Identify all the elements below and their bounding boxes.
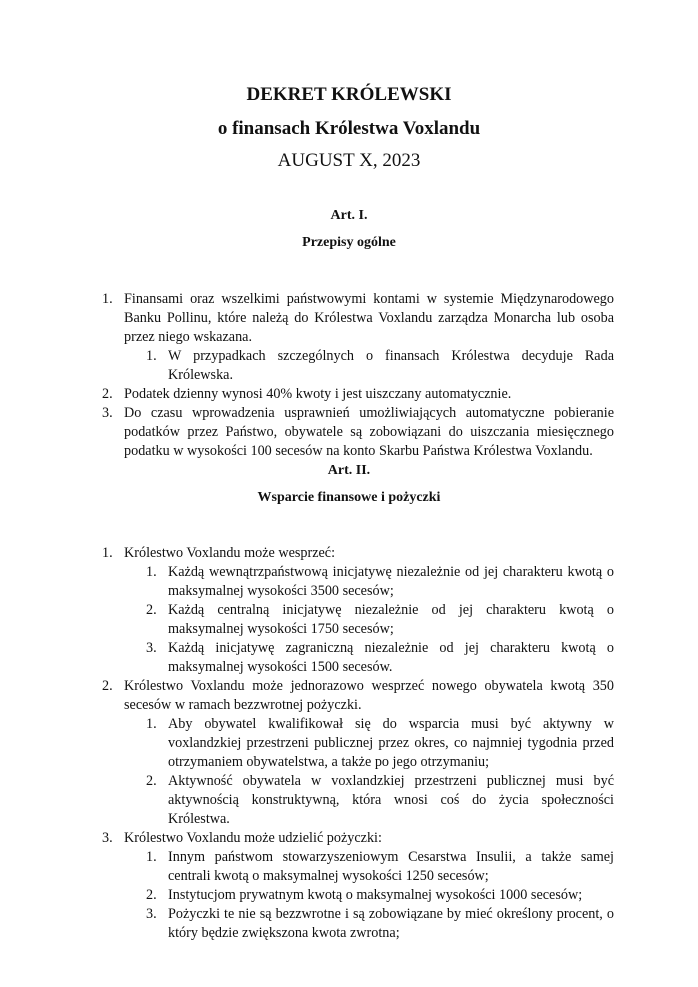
item-number: 1. <box>146 564 157 580</box>
item-text: Królestwo Voxlandu może udzielić pożyczki: <box>124 830 382 846</box>
sub-list-item <box>146 905 614 943</box>
item-number: 3. <box>102 405 113 421</box>
list-item <box>102 404 614 461</box>
sub-list-item <box>146 347 614 385</box>
article-2-heading: Wsparcie finansowe i pożyczki <box>257 490 441 505</box>
item-text: Finansami oraz wszelkimi państwowymi kontami w systemie Międzynarodowego Banku Pollinu, które należą do Królestwa Voxlandu zarządza Monarcha lub osoba przez niego wskazana. <box>124 291 614 345</box>
item-text: Pożyczki te nie są bezzwrotne i są zobowiązane by mieć określony procent, o który będzie zwiększona kwota zwrotna; <box>168 906 614 941</box>
sub-list-item <box>146 639 614 677</box>
decree-title: DEKRET KRÓLEWSKI <box>246 84 452 105</box>
item-number: 3. <box>146 640 157 656</box>
item-text: Aby obywatel kwalifikował się do wsparcia musi być aktywny w voxlandzkiej przestrzeni publicznej przez okres, co najmniej tygodnia przed otrzymaniem obywatelstwa, a także po jego otrzymaniu; <box>168 716 614 770</box>
item-number: 1. <box>146 348 157 364</box>
list-item <box>102 385 614 404</box>
sub-list-item <box>146 772 614 829</box>
item-text: Królestwo Voxlandu może jednorazowo wesprzeć nowego obywatela kwotą 350 secesów w ramach bezzwrotnej pożyczki. <box>124 678 614 713</box>
item-number: 2. <box>146 887 157 903</box>
decree-date: AUGUST X, 2023 <box>277 150 421 171</box>
sub-list-item <box>146 601 614 639</box>
list-item <box>102 544 614 563</box>
item-text: Instytucjom prywatnym kwotą o maksymalnej wysokości 1000 secesów; <box>168 887 583 903</box>
article-1-label: Art. I. <box>330 208 368 223</box>
item-number: 2. <box>102 386 113 402</box>
sub-list-item <box>146 715 614 772</box>
sub-list-item <box>146 563 614 601</box>
item-number: 2. <box>146 602 157 618</box>
item-text: Każdą inicjatywę zagraniczną niezależnie od jej charakteru kwotą o maksymalnej wysokości 1500 secesów. <box>168 640 614 675</box>
item-number: 1. <box>102 545 113 561</box>
item-number: 1. <box>102 291 113 307</box>
item-text: Innym państwom stowarzyszeniowym Cesarstwa Insulii, a także samej centrali kwotą o maksymalnej wysokości 1250 secesów; <box>168 849 614 884</box>
sub-list-item <box>146 886 614 905</box>
item-text: W przypadkach szczególnych o finansach Królestwa decyduje Rada Królewska. <box>168 348 614 383</box>
item-number: 2. <box>102 678 113 694</box>
item-text: Królestwo Voxlandu może wesprzeć: <box>124 545 336 561</box>
list-item <box>102 677 614 715</box>
item-number: 1. <box>146 716 157 732</box>
item-text: Do czasu wprowadzenia usprawnień umożliwiających automatyczne pobieranie podatków przez Państwo, obywatele są zobowiązani do uiszczania miesięcznego podatku w wysokości 100 secesów na konto Skarbu Państwa Królestwa Voxlandu. <box>124 405 614 459</box>
item-text: Każdą centralną inicjatywę niezależnie od jej charakteru kwotą o maksymalnej wysokości 1750 secesów; <box>168 602 614 637</box>
item-number: 3. <box>146 906 157 922</box>
article-1-list <box>102 290 614 461</box>
article-2-list <box>102 544 614 943</box>
item-number: 2. <box>146 773 157 789</box>
item-number: 3. <box>102 830 113 846</box>
article-1-heading: Przepisy ogólne <box>302 235 396 250</box>
list-item <box>102 829 614 848</box>
item-text: Każdą wewnątrzpaństwową inicjatywę niezależnie od jej charakteru kwotą o maksymalnej wysokości 3500 secesów; <box>168 564 614 599</box>
item-text: Aktywność obywatela w voxlandzkiej przestrzeni publicznej musi być aktywnością konstruktywną, która wnosi coś do życia społeczności Królestwa. <box>168 773 614 827</box>
decree-subtitle: o finansach Królestwa Voxlandu <box>217 118 481 139</box>
sub-list-item <box>146 848 614 886</box>
list-item <box>102 290 614 347</box>
article-2-label: Art. II. <box>327 463 371 478</box>
item-text: Podatek dzienny wynosi 40% kwoty i jest uiszczany automatycznie. <box>124 386 512 402</box>
item-number: 1. <box>146 849 157 865</box>
